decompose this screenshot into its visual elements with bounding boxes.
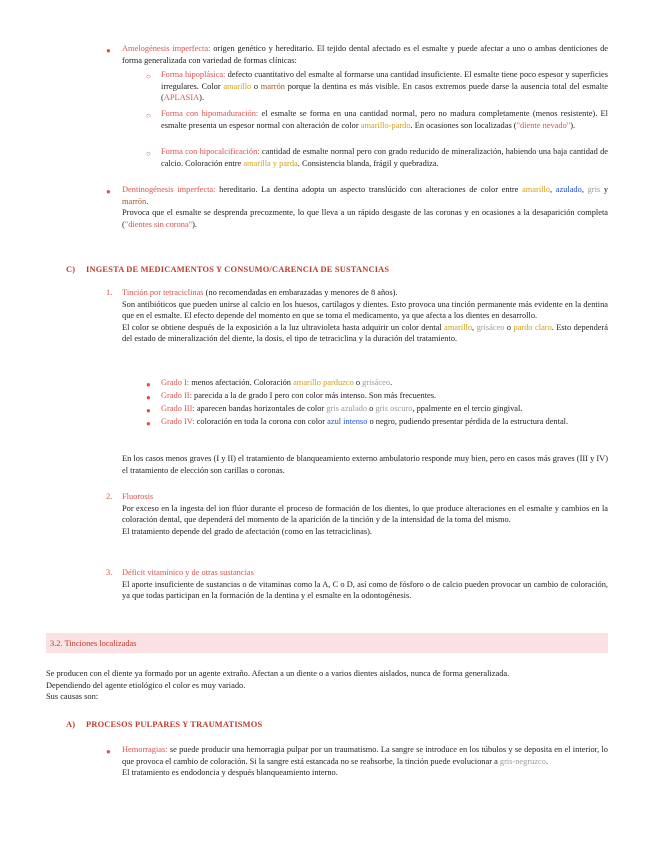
grado-4: Grado IV: coloración en toda la corona con color azul intenso o negro, pudiendo presentar pérdida de la estructura dental. <box>161 417 569 426</box>
tetraciclinas-item: Tinción por tetraciclinas (no recomendadas en embarazadas y menores de 8 años). Son antibióticos que pueden unirse al calcio en los huesos, cartílagos y dientes. Esto provoca una tinción permanente más evidente en la dentina que en el esmalte. El efecto depende del momento en que se toma el medicamento, ya que afecta a los dientes en desarrollo. El color se obtiene después de la exposición a la luz ultravioleta hasta adquirir un color dental amarillo, grisáceo o pardo claro. Esto dependerá del estado de mineralización del diente, la dosis, el tipo de tetraciclina y la duración del tratamiento. <box>122 288 609 344</box>
section-a-label: A) <box>66 720 76 729</box>
item-number: 2. <box>106 492 113 501</box>
section-a-title: PROCESOS PULPARES Y TRAUMATISMOS <box>86 720 263 729</box>
bullet-icon: ● <box>106 46 111 55</box>
grado-1: Grado I: menos afectación. Coloración amarillo parduzco o grisáceo. <box>161 378 393 387</box>
grado-2: Grado II: parecida a la de grado I pero con color más intenso. Son más frecuentes. <box>161 391 437 400</box>
forma-hipocalcificacion: Forma con hipocalcificación: cantidad de esmalte normal pero con grado reducido de mineralización, habiendo una baja cantidad de calcio. Coloración entre amarilla y parda. Consistencia blanda, frágil y quebradiza. <box>161 147 609 168</box>
section-c-title: INGESTA DE MEDICAMENTOS Y CONSUMO/CARENCIA DE SUSTANCIAS <box>86 265 390 274</box>
grado-3: Grado III: aparecen bandas horizontales de color gris azulado o gris oscuro, ppalmente en el tercio gingival. <box>161 404 523 413</box>
section-c-label: C) <box>66 265 76 274</box>
forma-hipomaduracion: Forma con hipomaduración: el esmalte se forma en una cantidad normal, pero no madura completamente (menos resistente). El esmalte presenta un espesor normal con alteración de color amarillo-pardo. En ocasiones son localizadas ("diente nevado"). <box>161 109 608 130</box>
bullet-icon: ● <box>146 406 151 415</box>
amelogenesis-term: Amelogénesis imperfecta: <box>122 44 211 53</box>
subsection-heading-band <box>46 633 608 653</box>
bullet-icon: ● <box>146 380 151 389</box>
bullet-icon: ● <box>106 747 111 756</box>
hemorragias-item: Hemorragias: se puede producir una hemorragia pulpar por un traumatismo. La sangre se introduce en los túbulos y se deposita en el interior, lo que provoca el cambio de coloración. Si la sangre está estancada no se reabsorbe, la tinción puede evolucionar a gris-negruzco. El tratamiento es endodoncia y después blanqueamiento interno. <box>122 745 608 778</box>
item-number: 1. <box>106 288 113 297</box>
deficit-item: Déficit vitamínico y de otras sustancias El aporte insuficiente de sustancias o de vitaminas como la A, C o D, así como de fósforo o de calcio pueden provocar un cambio de coloración, ya que todas participan en la formación de la dentina y el esmalte en la odontogénesis. <box>122 568 608 601</box>
circle-bullet-icon: ○ <box>146 111 151 120</box>
forma-hipoplasica: Forma hipoplásica: defecto cuantitativo del esmalte al formarse una cantidad insuficiente. El esmalte tiene poco espesor y superficies irregulares. Color amarillo o marrón porque la dentina es más visible. En casos extremos puede darse la ausencia total del esmalte (APLASIA). <box>161 70 609 103</box>
bullet-icon: ● <box>146 419 151 428</box>
bullet-icon: ● <box>146 393 151 402</box>
tetraciclinas-tratamiento: En los casos menos graves (I y II) el tratamiento de blanqueamiento externo ambulatorio responde muy bien, pero en casos más graves (III y IV) el tratamiento de elección son carillas o coronas. <box>122 454 608 475</box>
circle-bullet-icon: ○ <box>146 149 151 158</box>
amelogenesis-item: Amelogénesis imperfecta: origen genético y hereditario. El tejido dental afectado es el esmalte y puede afectar a uno o ambas denticiones de forma generalizada con variedad de formas clínicas: <box>122 44 609 65</box>
subsection-title: 3.2. Tinciones localizadas <box>50 639 137 648</box>
dentinogenesis-item: Dentinogénesis imperfecta: hereditario. La dentina adopta un aspecto translúcido con alteraciones de color entre amarillo, azulado, gris y marrón. Provoca que el esmalte se desprenda precozmente, lo que lleva a un rápido desgaste de las coronas y en ocasiones a la desaparición completa ("dientes sin corona"). <box>122 185 609 229</box>
circle-bullet-icon: ○ <box>146 72 151 81</box>
localizadas-intro: Se producen con el diente ya formado por un agente extraño. Afectan a un diente o a varios dientes aislados, nunca de forma generalizada. Dependiendo del agente etiológico el color es muy variado. Sus causas son: <box>46 669 510 702</box>
item-number: 3. <box>106 568 113 577</box>
fluorosis-item: Fluorosis Por exceso en la ingesta del ion flúor durante el proceso de formación de los dientes, lo que produce alteraciones en el esmalte y cambios en la coloración dental, que dependerá del momento de la aparición de la tinción y de la intensidad de la toma del mismo. El tratamiento depende del grado de afectación (como en las tetraciclinas). <box>122 492 608 536</box>
bullet-icon: ● <box>106 187 111 196</box>
